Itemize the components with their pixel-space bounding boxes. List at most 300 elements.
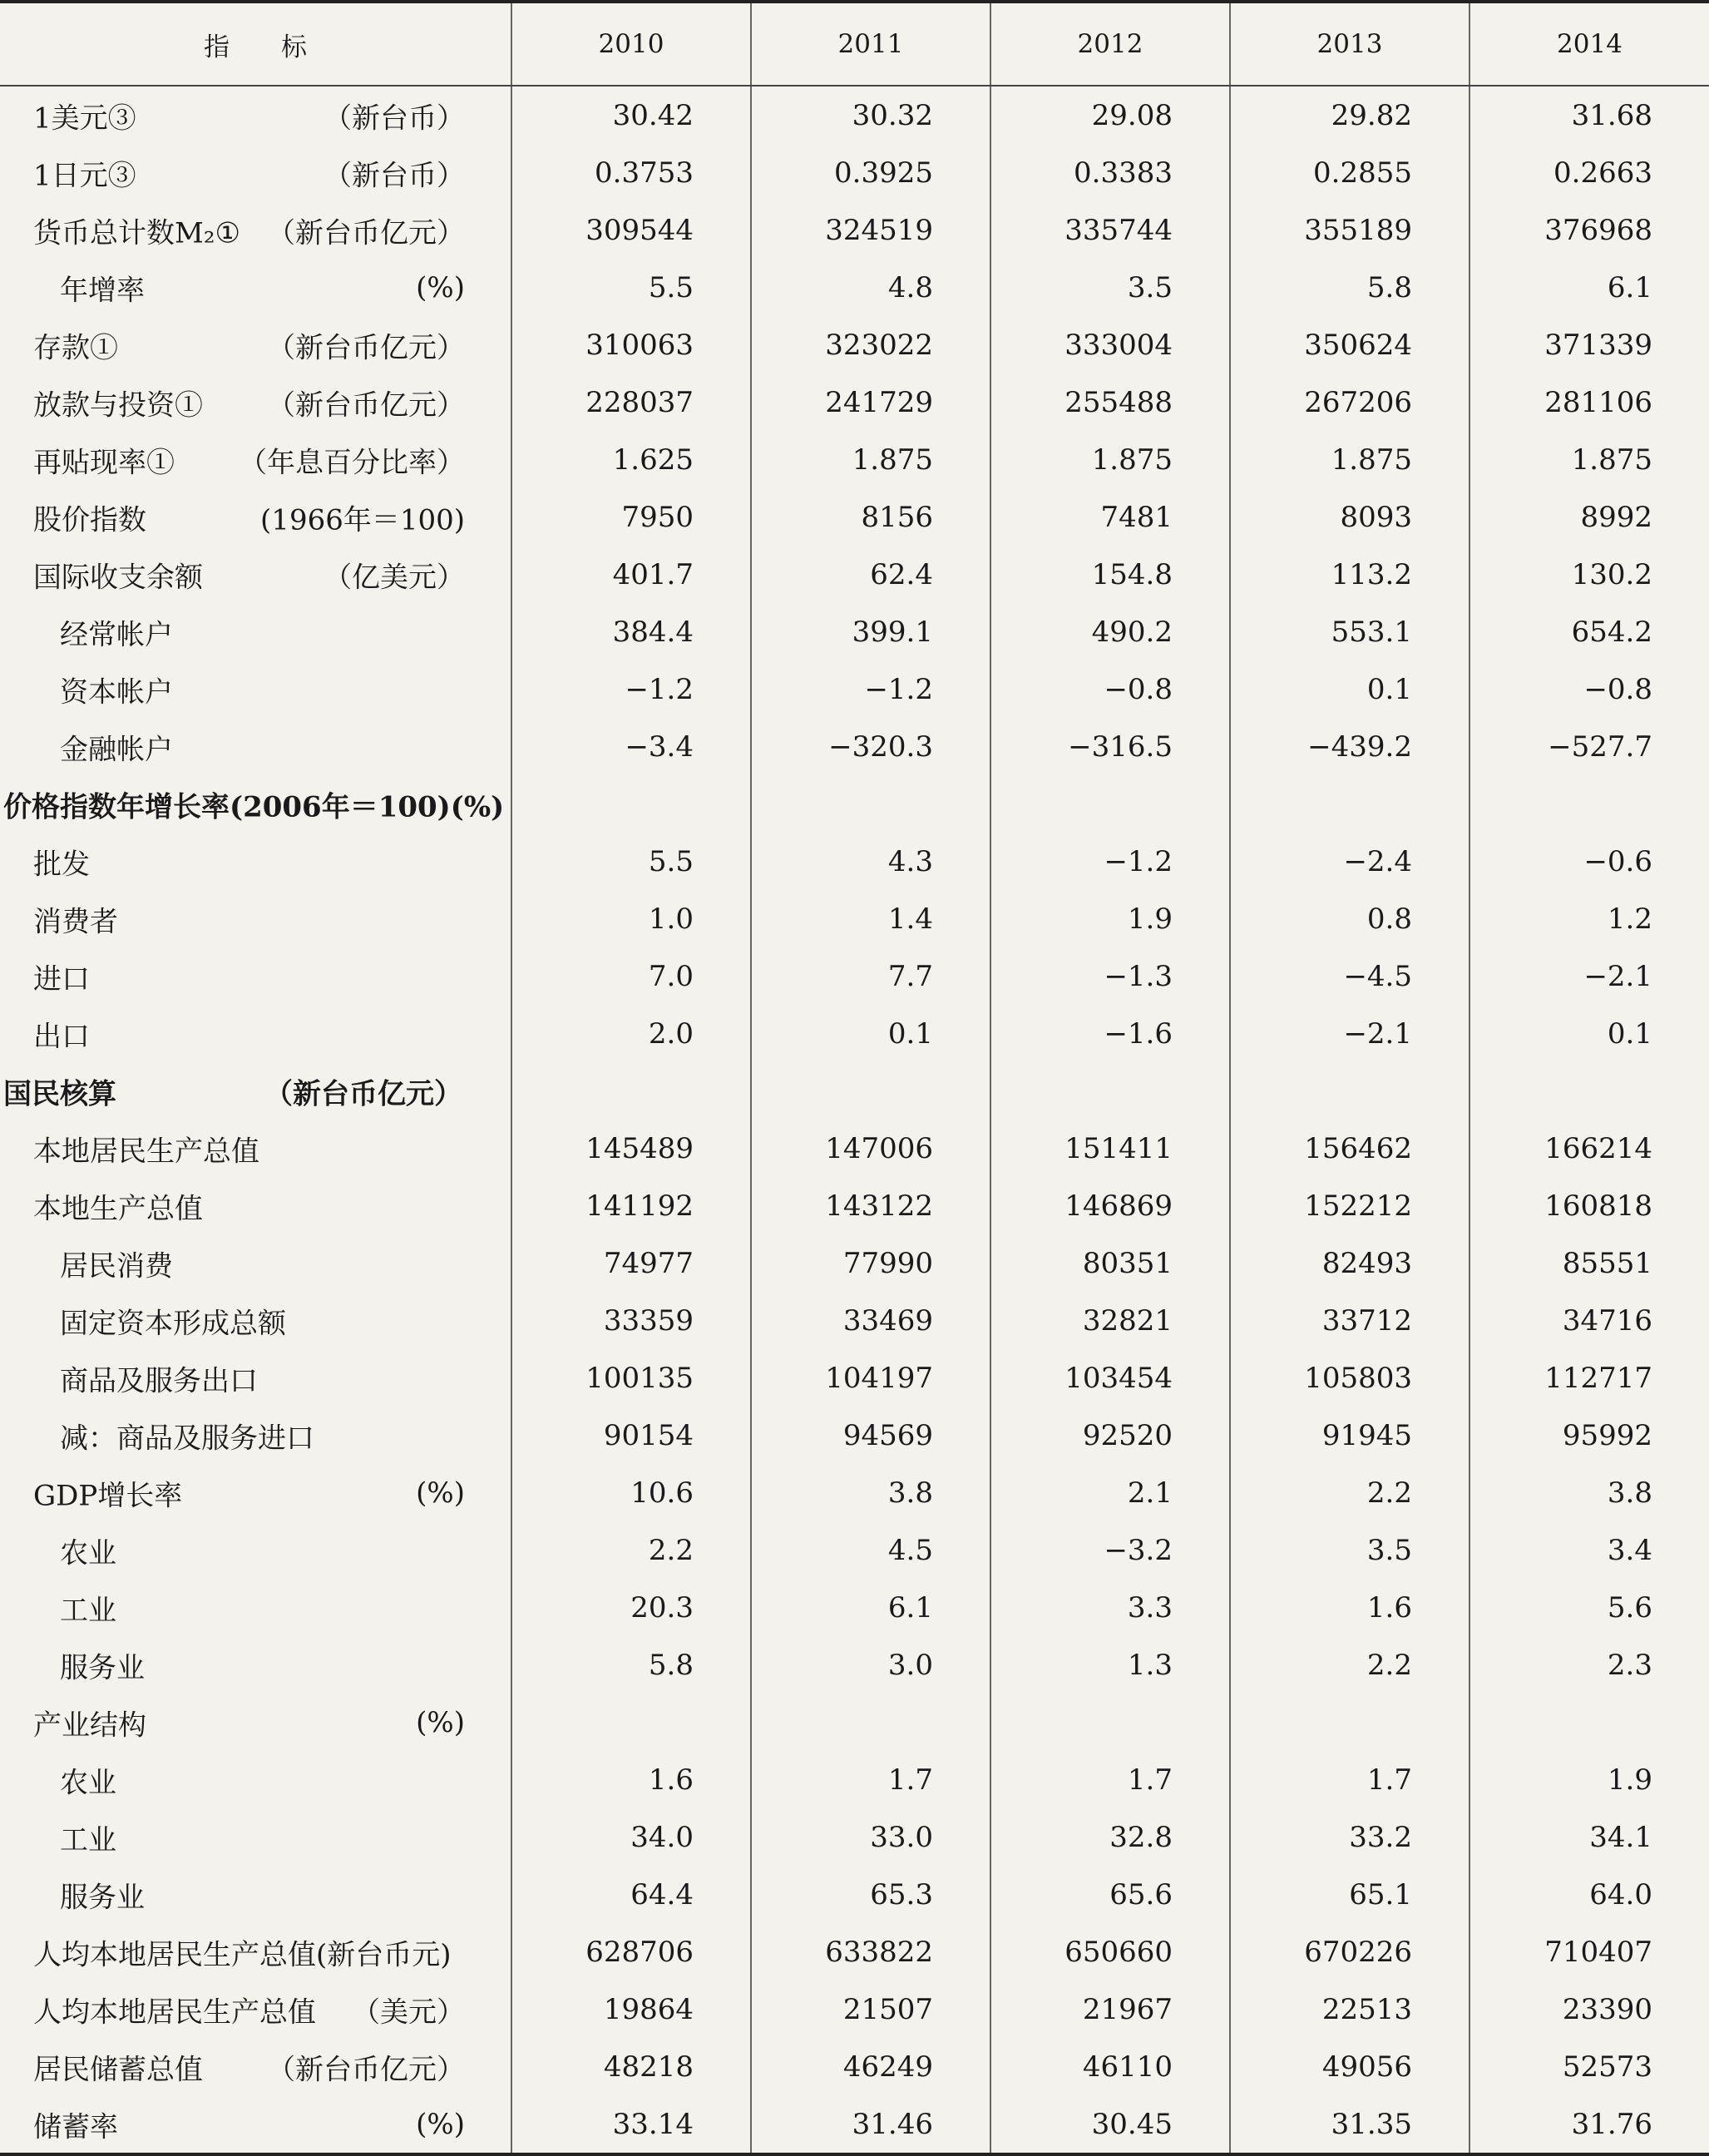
value-cell: 1.7 [1230,1751,1469,1808]
indicator-cell [0,431,511,488]
value-cell: −0.8 [1469,660,1709,718]
indicator-label [0,1579,511,1636]
indicator-name: 固定资本形成总额 [60,1307,286,1340]
indicator-label [0,1636,511,1694]
value-cell: 21507 [751,1980,990,2038]
table-row [0,1120,1709,1177]
indicator-cell [0,1694,511,1751]
value-cell: 5.5 [511,259,751,316]
value-cell: −1.2 [511,660,751,718]
value-cell: 103454 [990,1349,1230,1407]
value-cell: 32821 [990,1292,1230,1349]
table-row [0,947,1709,1005]
table-row [0,1923,1709,1980]
value-cell: 1.6 [511,1751,751,1808]
value-cell: 1.6 [1230,1579,1469,1636]
table-row [0,1636,1709,1694]
value-cell: 654.2 [1469,603,1709,660]
value-cell: 49056 [1230,2038,1469,2095]
value-cell: 333004 [990,316,1230,373]
value-cell [751,1694,990,1751]
value-cell: 105803 [1230,1349,1469,1407]
value-cell: 113.2 [1230,546,1469,603]
value-cell: 0.2855 [1230,144,1469,201]
value-cell: 4.8 [751,259,990,316]
value-cell: 65.6 [990,1866,1230,1923]
indicator-name: 1美元③ [33,101,136,135]
indicator-label [0,488,511,546]
value-cell: 64.4 [511,1866,751,1923]
value-cell: 3.3 [990,1579,1230,1636]
value-cell: 30.42 [511,86,751,144]
indicator-label [0,833,511,890]
indicator-cell [0,488,511,546]
table-row [0,373,1709,431]
value-cell: 2.2 [1230,1464,1469,1521]
table-body [0,86,1709,2154]
value-cell: 310063 [511,316,751,373]
indicator-name: 放款与投资① [33,388,203,422]
value-cell: 1.875 [990,431,1230,488]
value-cell: 2.1 [990,1464,1230,1521]
indicator-label [0,144,511,201]
value-cell: 33469 [751,1292,990,1349]
value-cell: −0.8 [990,660,1230,718]
value-cell: 151411 [990,1120,1230,1177]
indicator-unit: (%) [416,1705,465,1739]
value-cell: 376968 [1469,201,1709,259]
value-cell: 19864 [511,1980,751,2038]
indicator-cell [0,1980,511,2038]
value-cell: 4.5 [751,1521,990,1579]
indicator-name: 再贴现率① [33,446,175,479]
value-cell: 3.0 [751,1636,990,1694]
value-cell: 399.1 [751,603,990,660]
indicator-unit: （新台币亿元） [264,1077,462,1110]
value-cell: 628706 [511,1923,751,1980]
indicator-cell [0,660,511,718]
value-cell: 33.0 [751,1808,990,1866]
value-cell: 2.2 [511,1521,751,1579]
indicator-name: 产业结构 [33,1708,146,1742]
value-cell: 7.7 [751,947,990,1005]
value-cell: 143122 [751,1177,990,1234]
value-cell: 94569 [751,1407,990,1464]
indicator-label [0,1349,511,1407]
indicator-cell [0,1808,511,1866]
indicator-name: 批发 [33,848,90,881]
value-cell: 21967 [990,1980,1230,2038]
indicator-cell [0,947,511,1005]
indicator-label [0,1292,511,1349]
indicator-label [0,1464,511,1521]
value-cell: 130.2 [1469,546,1709,603]
indicator-name: 商品及服务出口 [60,1364,258,1397]
indicator-cell [0,373,511,431]
value-cell: 32.8 [990,1808,1230,1866]
indicator-cell [0,316,511,373]
indicator-name: 资本帐户 [60,675,173,709]
value-cell: 154.8 [990,546,1230,603]
value-cell: 30.45 [990,2095,1230,2154]
indicator-label [0,259,511,316]
indicator-name: 农业 [60,1536,116,1570]
value-cell: 160818 [1469,1177,1709,1234]
value-cell: 1.875 [751,431,990,488]
value-cell: 82493 [1230,1234,1469,1292]
indicator-unit: (%) [416,2107,465,2141]
value-cell: 141192 [511,1177,751,1234]
value-cell: 1.9 [990,890,1230,947]
value-cell: 670226 [1230,1923,1469,1980]
table-row [0,2095,1709,2154]
value-cell: 152212 [1230,1177,1469,1234]
indicator-name: 本地居民生产总值 [33,1135,259,1168]
indicator-label [0,1980,511,2038]
table-row [0,1694,1709,1751]
value-cell [511,1694,751,1751]
value-cell: 85551 [1469,1234,1709,1292]
value-cell: 33.14 [511,2095,751,2154]
indicator-label [0,775,511,833]
table-row [0,775,1709,833]
value-cell: 633822 [751,1923,990,1980]
indicator-name: 居民消费 [60,1249,173,1283]
value-cell: 309544 [511,201,751,259]
value-cell: 228037 [511,373,751,431]
value-cell: −527.7 [1469,718,1709,775]
value-cell: 22513 [1230,1980,1469,2038]
value-cell: 0.3383 [990,144,1230,201]
indicator-name: 出口 [33,1020,90,1053]
indicator-cell [0,890,511,947]
value-cell: 650660 [990,1923,1230,1980]
table-row [0,718,1709,775]
value-cell: 1.7 [990,1751,1230,1808]
value-cell: 1.875 [1469,431,1709,488]
value-cell: 3.8 [1469,1464,1709,1521]
indicator-cell [0,1407,511,1464]
indicator-unit: （新台币亿元） [267,2053,465,2086]
value-cell: 29.08 [990,86,1230,144]
value-cell: 371339 [1469,316,1709,373]
indicator-label [0,2038,511,2095]
value-cell: 0.1 [751,1005,990,1062]
indicator-label [0,1062,511,1120]
value-cell [990,1062,1230,1120]
value-cell: −439.2 [1230,718,1469,775]
indicator-unit: (1966年＝100) [260,503,465,537]
indicator-label [0,603,511,660]
value-cell: 0.3753 [511,144,751,201]
indicator-label [0,890,511,947]
indicator-cell [0,1464,511,1521]
value-cell: 146869 [990,1177,1230,1234]
value-cell: 46249 [751,2038,990,2095]
indicator-cell [0,718,511,775]
value-cell [751,775,990,833]
value-cell: 3.5 [1230,1521,1469,1579]
table-row [0,86,1709,144]
value-cell: 3.5 [990,259,1230,316]
value-cell: 64.0 [1469,1866,1709,1923]
value-cell: 2.2 [1230,1636,1469,1694]
table-row [0,259,1709,316]
value-cell: 104197 [751,1349,990,1407]
value-cell: 100135 [511,1349,751,1407]
value-cell: −316.5 [990,718,1230,775]
indicator-label [0,2095,511,2153]
value-cell: 2.0 [511,1005,751,1062]
value-cell [751,1062,990,1120]
indicator-cell [0,1579,511,1636]
value-cell: 5.6 [1469,1579,1709,1636]
value-cell: 90154 [511,1407,751,1464]
value-cell [1469,1694,1709,1751]
indicator-label [0,1407,511,1464]
value-cell [1469,775,1709,833]
value-cell: 145489 [511,1120,751,1177]
value-cell: −2.4 [1230,833,1469,890]
table-row [0,660,1709,718]
indicator-name: 居民储蓄总值 [33,2053,203,2086]
indicator-name: 货币总计数M₂① [33,216,240,250]
table-header [0,2,1709,86]
value-cell: 48218 [511,2038,751,2095]
indicator-cell [0,833,511,890]
indicator-cell [0,1636,511,1694]
table-row [0,488,1709,546]
indicator-cell [0,86,511,144]
indicator-cell [0,1177,511,1234]
value-cell: 8992 [1469,488,1709,546]
indicator-label [0,1177,511,1234]
value-cell: −2.1 [1469,947,1709,1005]
indicator-label [0,1808,511,1866]
year-header: 2014 [1469,2,1709,86]
indicator-name: 工业 [60,1594,116,1627]
value-cell: 8156 [751,488,990,546]
value-cell: −1.6 [990,1005,1230,1062]
indicator-header: 指 标 [0,2,511,86]
indicator-cell [0,259,511,316]
indicator-name: 农业 [60,1766,116,1799]
value-cell: 8093 [1230,488,1469,546]
indicator-cell [0,1005,511,1062]
table-row [0,833,1709,890]
indicator-cell [0,1751,511,1808]
table-row [0,1751,1709,1808]
indicator-name: 经常帐户 [60,618,173,651]
indicator-name: 股价指数 [33,503,146,537]
value-cell: 92520 [990,1407,1230,1464]
table-row [0,201,1709,259]
value-cell: 1.3 [990,1636,1230,1694]
value-cell: 0.8 [1230,890,1469,947]
value-cell [511,1062,751,1120]
table-row [0,1005,1709,1062]
value-cell: −320.3 [751,718,990,775]
value-cell: 7.0 [511,947,751,1005]
table-row [0,1866,1709,1923]
value-cell: 267206 [1230,373,1469,431]
table-row [0,890,1709,947]
year-header: 2010 [511,2,751,86]
value-cell: −1.2 [751,660,990,718]
indicator-label [0,660,511,718]
indicator-name: 存款① [33,331,118,364]
indicator-unit: (%) [416,270,465,304]
value-cell: 710407 [1469,1923,1709,1980]
table-row [0,1177,1709,1234]
value-cell: 323022 [751,316,990,373]
value-cell [1469,1062,1709,1120]
indicator-label [0,316,511,373]
value-cell: 52573 [1469,2038,1709,2095]
value-cell: 350624 [1230,316,1469,373]
value-cell: 80351 [990,1234,1230,1292]
year-header: 2012 [990,2,1230,86]
value-cell: −1.3 [990,947,1230,1005]
indicator-unit: （新台币亿元） [267,216,465,250]
indicator-label [0,1694,511,1751]
value-cell: 6.1 [1469,259,1709,316]
indicator-name: 价格指数年增长率(2006年＝100)(%) [3,790,505,823]
value-cell: 33359 [511,1292,751,1349]
value-cell: 65.3 [751,1866,990,1923]
indicator-name: 工业 [60,1823,116,1857]
indicator-name: 人均本地居民生产总值 [33,1995,316,2029]
indicator-name: 消费者 [33,905,118,938]
indicator-unit: （新台币） [324,101,465,135]
value-cell: 7950 [511,488,751,546]
indicator-label [0,1751,511,1808]
indicator-label [0,947,511,1005]
value-cell: 156462 [1230,1120,1469,1177]
indicator-cell [0,2095,511,2154]
value-cell: 77990 [751,1234,990,1292]
value-cell: 1.875 [1230,431,1469,488]
value-cell: 355189 [1230,201,1469,259]
indicator-cell [0,775,511,833]
indicator-unit: （美元） [352,1995,465,2029]
indicator-name: 服务业 [60,1651,145,1684]
value-cell: 31.35 [1230,2095,1469,2154]
indicator-name: 进口 [33,962,90,996]
header-row [0,2,1709,86]
value-cell: 2.3 [1469,1636,1709,1694]
value-cell [1230,1062,1469,1120]
value-cell [511,775,751,833]
value-cell: 65.1 [1230,1866,1469,1923]
value-cell: 46110 [990,2038,1230,2095]
value-cell: 147006 [751,1120,990,1177]
value-cell: 1.7 [751,1751,990,1808]
value-cell: 1.2 [1469,890,1709,947]
indicator-cell [0,1292,511,1349]
year-header: 2011 [751,2,990,86]
value-cell: 33712 [1230,1292,1469,1349]
value-cell: 3.4 [1469,1521,1709,1579]
value-cell [1230,775,1469,833]
table-row [0,1292,1709,1349]
value-cell: −3.4 [511,718,751,775]
value-cell: 0.1 [1469,1005,1709,1062]
value-cell: 0.1 [1230,660,1469,718]
indicator-cell [0,201,511,259]
indicator-name: 人均本地居民生产总值(新台币元) [33,1938,452,1971]
indicator-name: 服务业 [60,1881,145,1914]
indicator-unit: （新台币） [324,159,465,192]
value-cell: 29.82 [1230,86,1469,144]
value-cell: 166214 [1469,1120,1709,1177]
value-cell: 34.1 [1469,1808,1709,1866]
indicator-label [0,1005,511,1062]
indicator-unit: （新台币亿元） [267,331,465,364]
value-cell: 6.1 [751,1579,990,1636]
value-cell: 30.32 [751,86,990,144]
indicator-label [0,1120,511,1177]
value-cell: 34716 [1469,1292,1709,1349]
value-cell: 3.8 [751,1464,990,1521]
value-cell: −2.1 [1230,1005,1469,1062]
indicator-cell [0,144,511,201]
table-row [0,1062,1709,1120]
value-cell: 91945 [1230,1407,1469,1464]
indicator-label [0,373,511,431]
indicator-name: 国际收支余额 [33,561,203,594]
value-cell: 401.7 [511,546,751,603]
indicator-cell [0,1234,511,1292]
value-cell [990,1694,1230,1751]
table-row [0,1521,1709,1579]
value-cell: 255488 [990,373,1230,431]
indicator-cell [0,1521,511,1579]
indicator-label [0,1234,511,1292]
value-cell: 1.0 [511,890,751,947]
indicator-unit: （亿美元） [324,561,465,594]
indicator-label [0,546,511,603]
indicator-cell [0,2038,511,2095]
indicator-label [0,718,511,775]
indicator-name: GDP增长率 [33,1479,183,1512]
value-cell: 281106 [1469,373,1709,431]
value-cell: 5.5 [511,833,751,890]
table-row [0,316,1709,373]
indicator-label [0,1866,511,1923]
value-cell: 95992 [1469,1407,1709,1464]
value-cell: 490.2 [990,603,1230,660]
indicator-cell [0,603,511,660]
value-cell: 1.9 [1469,1751,1709,1808]
value-cell: 31.46 [751,2095,990,2154]
table-row [0,1234,1709,1292]
indicator-label [0,1521,511,1579]
table-row [0,1579,1709,1636]
indicator-name: 国民核算 [3,1077,116,1110]
table-row [0,603,1709,660]
table-row [0,1808,1709,1866]
indicator-label [0,431,511,488]
value-cell: 0.2663 [1469,144,1709,201]
indicator-unit: (%) [416,1476,465,1510]
value-cell: 1.625 [511,431,751,488]
value-cell: 7481 [990,488,1230,546]
value-cell: 74977 [511,1234,751,1292]
value-cell: 10.6 [511,1464,751,1521]
value-cell: 4.3 [751,833,990,890]
indicator-cell [0,1062,511,1120]
